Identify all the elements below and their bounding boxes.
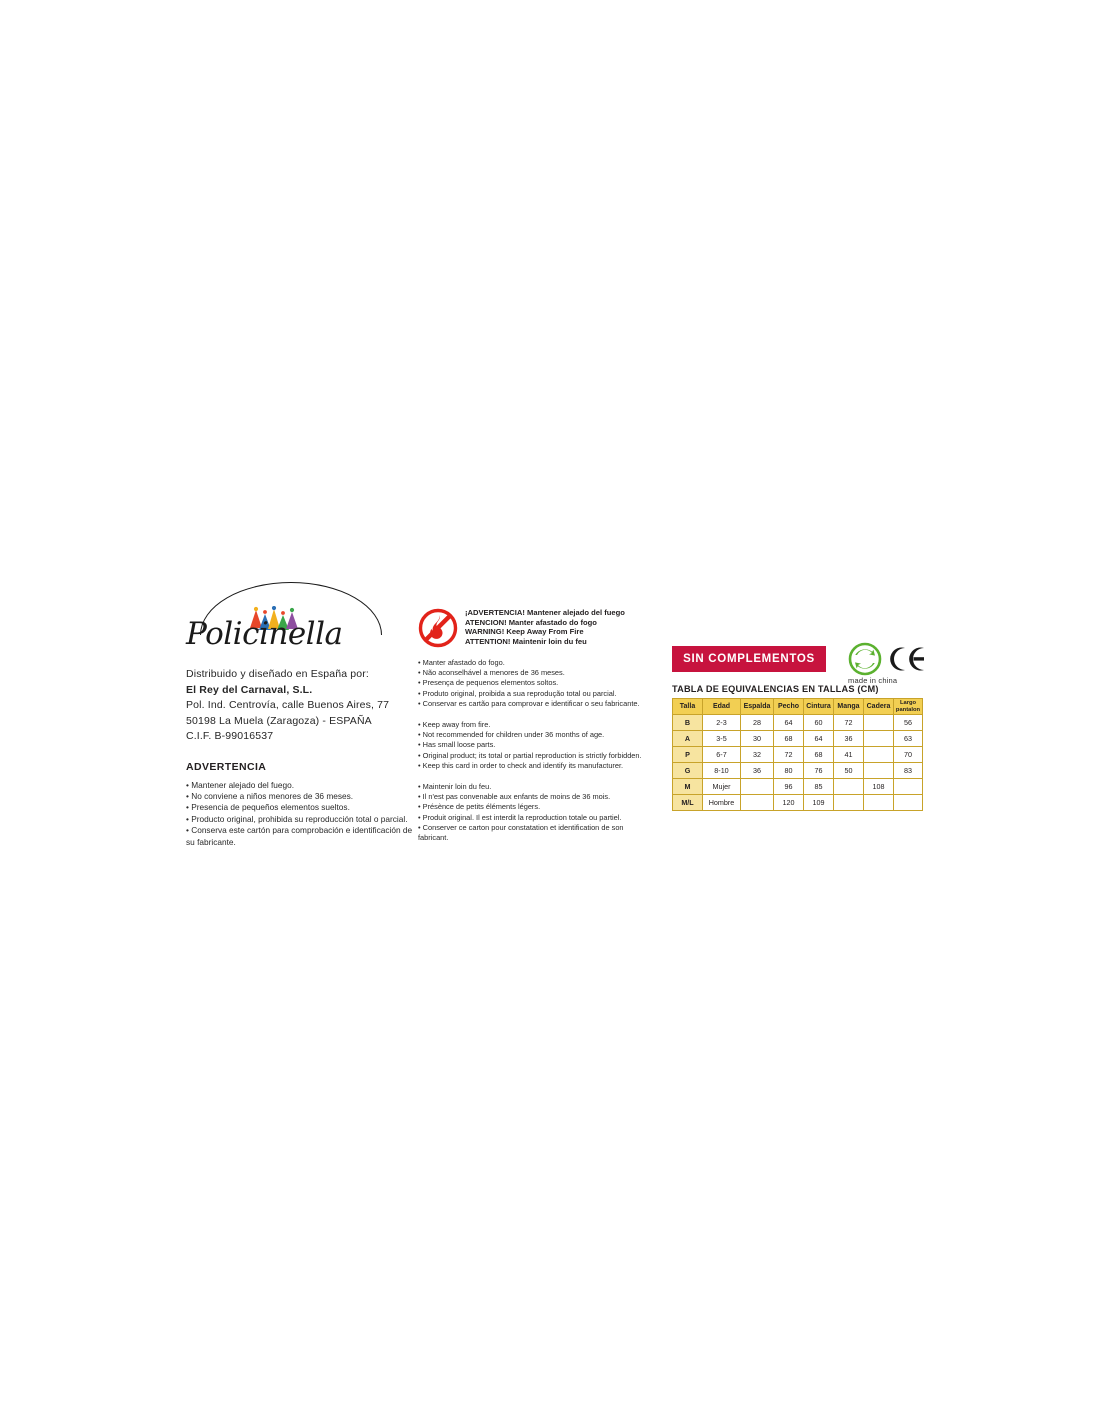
cell-talla: M/L <box>673 795 703 811</box>
cell-edad: 2-3 <box>703 715 741 731</box>
col-edad: Edad <box>703 699 741 715</box>
headline-fr: ATTENTION! Maintenir loin du feu <box>465 636 587 646</box>
cell-manga: 41 <box>834 747 864 763</box>
list-item: • Il n'est pas convenable aux enfants de moins de 36 mois. <box>418 792 611 802</box>
size-equivalence-table <box>672 698 923 811</box>
cell-pecho: 64 <box>774 715 804 731</box>
cell-cintura: 76 <box>804 763 834 779</box>
left-column <box>186 580 416 848</box>
cell-largo: 70 <box>894 747 923 763</box>
size-table-title: TABLA DE EQUIVALENCIAS EN TALLAS (CM) <box>672 684 879 694</box>
cell-pecho: 68 <box>774 731 804 747</box>
cell-espalda <box>741 779 774 795</box>
warning-title-es: ADVERTENCIA <box>186 760 267 773</box>
cell-cadera: 108 <box>864 779 894 795</box>
list-item: • Presencia de pequeños elementos sueltos. <box>186 802 350 813</box>
list-item: • Maintenir loin du feu. <box>418 782 492 792</box>
table-row <box>673 795 923 811</box>
col-talla: Talla <box>673 699 703 715</box>
brand-name: Policinella <box>186 616 343 652</box>
cell-edad: 8-10 <box>703 763 741 779</box>
cell-largo: 63 <box>894 731 923 747</box>
cell-largo: 56 <box>894 715 923 731</box>
list-item: • Manter afastado do fogo. <box>418 658 505 667</box>
cell-espalda: 28 <box>741 715 774 731</box>
table-row <box>673 715 923 731</box>
cell-largo: 83 <box>894 763 923 779</box>
table-row <box>673 747 923 763</box>
brand-logo <box>186 580 396 655</box>
cell-talla: M <box>673 779 703 795</box>
cell-talla: B <box>673 715 703 731</box>
cell-largo <box>894 779 923 795</box>
warning-list-es <box>186 780 416 848</box>
ce-mark-icon <box>888 644 928 674</box>
table-row <box>673 779 923 795</box>
multilingual-warning-header <box>418 606 648 652</box>
col-cadera: Cadera <box>864 699 894 715</box>
warning-list-en <box>418 720 648 771</box>
headline-en: WARNING! Keep Away From Fire <box>465 627 584 637</box>
cell-cintura: 60 <box>804 715 834 731</box>
green-dot-recycling-icon <box>848 642 882 676</box>
no-fire-icon <box>418 608 458 648</box>
cell-cintura: 68 <box>804 747 834 763</box>
list-item: • Conserva este cartón para comprobación e identificación de su fabricante. <box>186 825 413 847</box>
cell-pecho: 120 <box>774 795 804 811</box>
cell-pecho: 72 <box>774 747 804 763</box>
list-item: • Conservar es cartão para comprovar e identificar o seu fabricante. <box>418 698 640 708</box>
distributed-by-line: Distribuido y diseñado en España por: <box>186 668 369 680</box>
cell-largo <box>894 795 923 811</box>
address-line-1: Pol. Ind. Centrovía, calle Buenos Aires, 77 <box>186 699 390 711</box>
cell-espalda: 36 <box>741 763 774 779</box>
right-column <box>672 640 942 811</box>
cell-cadera <box>864 795 894 811</box>
cell-manga <box>834 795 864 811</box>
col-espalda: Espalda <box>741 699 774 715</box>
cell-manga: 72 <box>834 715 864 731</box>
cell-edad: Hombre <box>703 795 741 811</box>
warning-list-pt <box>418 658 648 709</box>
cell-espalda <box>741 795 774 811</box>
warning-headlines <box>465 608 625 646</box>
table-header-row <box>673 699 923 715</box>
cell-manga <box>834 779 864 795</box>
table-row <box>673 763 923 779</box>
col-cintura: Cintura <box>804 699 834 715</box>
list-item: • Keep away from fire. <box>418 720 491 730</box>
list-item: • Mantener alejado del fuego. <box>186 779 295 790</box>
list-item: • Présènce de petits éléments légers. <box>418 802 541 812</box>
list-item: • Producto original, prohibida su reproducción total o parcial. <box>186 813 408 824</box>
col-pecho: Pecho <box>774 699 804 715</box>
list-item: • Keep this card in order to check and identify its manufacturer. <box>418 760 624 770</box>
cell-manga: 36 <box>834 731 864 747</box>
col-largo-pantalon: Largo pantalon <box>894 699 923 715</box>
cell-cintura: 64 <box>804 731 834 747</box>
cell-talla: P <box>673 747 703 763</box>
cell-talla: G <box>673 763 703 779</box>
list-item: • Presença de pequenos elementos soltos. <box>418 678 559 688</box>
cell-pecho: 96 <box>774 779 804 795</box>
cell-pecho: 80 <box>774 763 804 779</box>
list-item: • Produit original. Il est interdit la reproduction totale ou partiel. <box>418 812 622 822</box>
list-item: • Original product; its total or partial reproduction is strictly forbidden. <box>418 750 642 760</box>
cell-cadera <box>864 747 894 763</box>
list-item: • Not recommended for children under 36 months of age. <box>418 730 605 740</box>
headline-es: ¡ADVERTENCIA! Mantener alejado del fuego <box>465 608 625 617</box>
cell-espalda: 30 <box>741 731 774 747</box>
list-item: • Produto original, proibida a sua reprodução total ou parcial. <box>418 688 617 698</box>
cell-cintura: 109 <box>804 795 834 811</box>
company-name: El Rey del Carnaval, S.L. <box>186 683 313 696</box>
company-cif: C.I.F. B-99016537 <box>186 730 274 742</box>
cell-edad: Mujer <box>703 779 741 795</box>
cell-cadera <box>864 731 894 747</box>
list-item: • Não aconselhável a menores de 36 meses. <box>418 668 565 678</box>
status-badge: SIN COMPLEMENTOS <box>672 646 826 672</box>
list-item: • Conserver ce carton pour constatation et identification de son fabricant. <box>418 822 624 843</box>
cell-edad: 6-7 <box>703 747 741 763</box>
cell-cadera <box>864 763 894 779</box>
distributor-address <box>186 667 416 745</box>
list-item: • Has small loose parts. <box>418 740 496 750</box>
table-row <box>673 731 923 747</box>
headline-pt: ATENCION! Manter afastado do fogo <box>465 617 597 627</box>
cell-talla: A <box>673 731 703 747</box>
cell-manga: 50 <box>834 763 864 779</box>
cell-edad: 3-5 <box>703 731 741 747</box>
address-line-2: 50198 La Muela (Zaragoza) - ESPAÑA <box>186 714 372 727</box>
col-manga: Manga <box>834 699 864 715</box>
marks-row <box>672 640 942 685</box>
made-in-label: made in china <box>848 676 898 685</box>
cell-cadera <box>864 715 894 731</box>
cell-espalda: 32 <box>741 747 774 763</box>
cell-cintura: 85 <box>804 779 834 795</box>
middle-column <box>418 606 648 843</box>
warning-list-fr <box>418 782 648 843</box>
list-item: • No conviene a niños menores de 36 meses. <box>186 790 354 801</box>
